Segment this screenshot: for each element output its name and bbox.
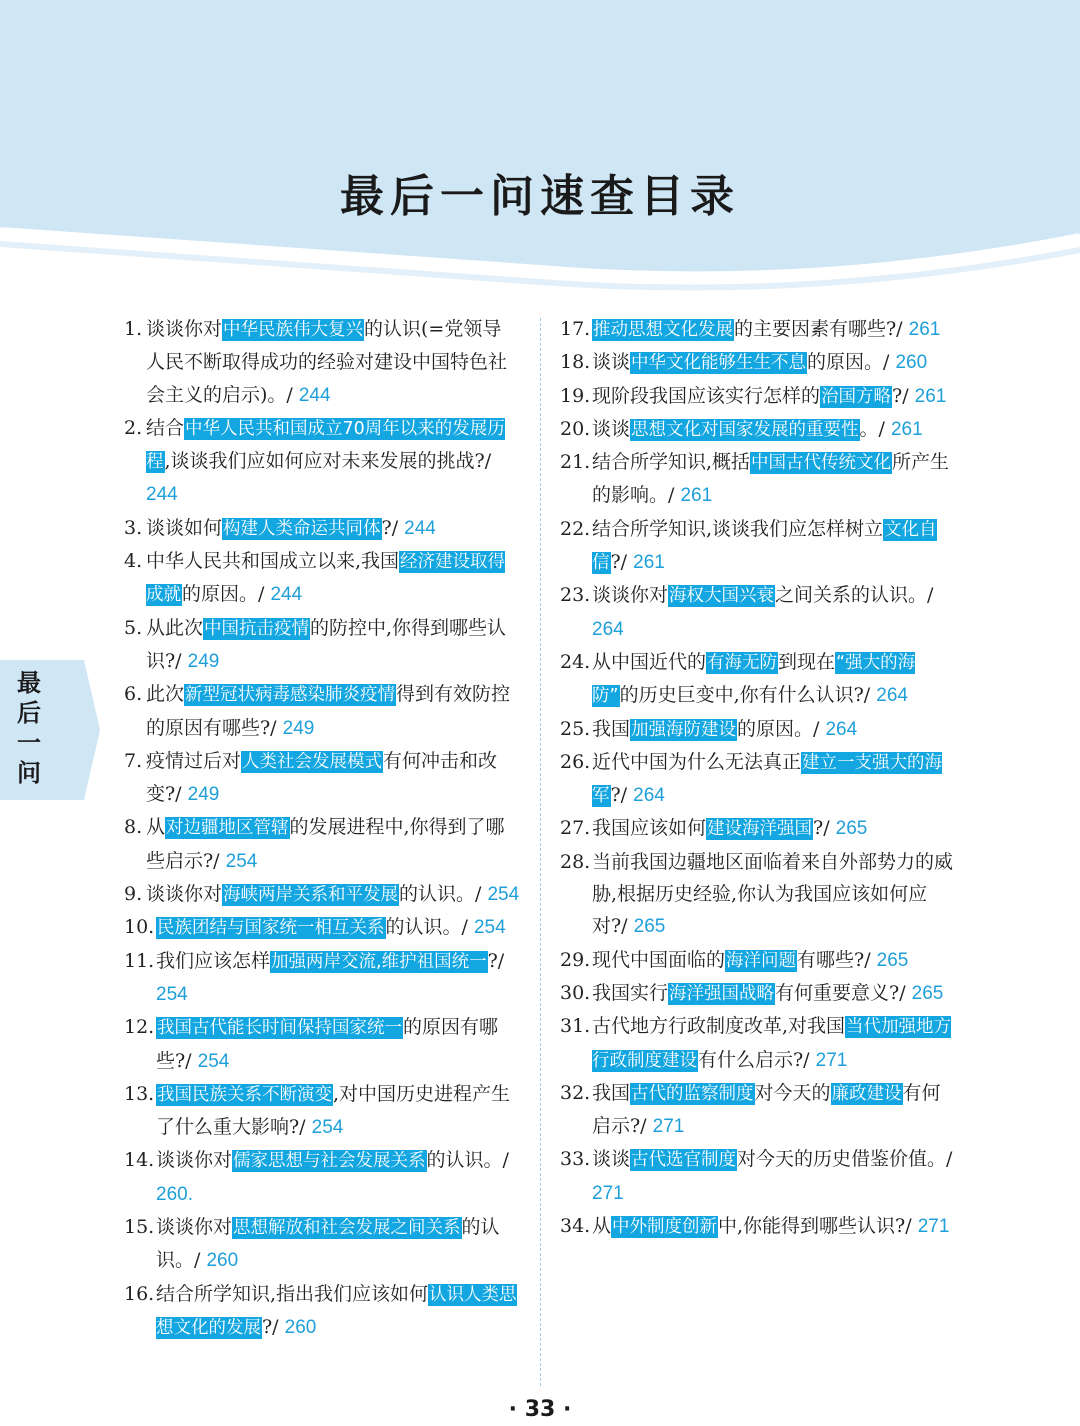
item-number: 11. [124, 949, 155, 972]
item-connector: 的原因。/ [807, 351, 896, 374]
item-page-ref: 265 [911, 982, 944, 1004]
item-connector: 对今天的历史借鉴价值。/ [737, 1148, 953, 1171]
item-text [156, 945, 520, 1012]
item-number: 30. [560, 981, 591, 1004]
item-text [592, 944, 955, 977]
item-page-ref: 260 [895, 352, 928, 374]
toc-item[interactable] [560, 413, 955, 446]
item-text [156, 1211, 520, 1278]
item-highlight: 构建人类命运共同体 [223, 518, 381, 539]
item-number: 23. [560, 584, 591, 607]
toc-item[interactable] [560, 846, 955, 944]
item-highlight: 思想文化对国家发展的重要性 [631, 419, 859, 440]
item-connector: 的主要因素有哪些?/ [734, 318, 909, 340]
item-connector: 。/ [859, 417, 891, 440]
item-prefix: 谈谈你对 [146, 318, 223, 340]
item-connector: 中,你能得到哪些认识?/ [718, 1215, 918, 1238]
item-text [146, 612, 520, 679]
item-connector: 的认识。/ [399, 883, 488, 906]
item-connector: 的认识(=党领导人民不断取得成功的经验对建设中国特色社会主义的启示)。/ [146, 318, 508, 406]
item-highlight: 海洋强国战略 [669, 983, 775, 1004]
item-highlight: 认识人类思想文化的发展 [156, 1284, 517, 1338]
toc-item[interactable] [124, 1144, 520, 1211]
toc-item[interactable] [124, 745, 520, 812]
item-number: 8. [124, 816, 143, 839]
item-text [592, 746, 955, 813]
item-highlight: 新型冠状病毒感染肺炎疫情 [185, 685, 396, 706]
item-page-ref: 265 [876, 949, 909, 971]
item-highlight: 治国方略 [821, 386, 892, 407]
item-number: 16. [124, 1282, 155, 1305]
item-highlight: 古代选官制度 [631, 1150, 737, 1171]
item-number: 13. [124, 1082, 155, 1105]
item-connector: 的原因有哪些?/ [156, 1016, 499, 1072]
item-number: 14. [124, 1149, 155, 1172]
item-text [592, 646, 955, 713]
item-page-ref: 249 [282, 717, 315, 739]
item-number: 2. [124, 416, 143, 439]
item-prefix: 结合 [146, 416, 185, 439]
item-number: 34. [560, 1215, 591, 1238]
item-text [156, 911, 520, 944]
item-connector: 的防控中,你得到哪些认识?/ [146, 616, 507, 672]
toc-item[interactable] [560, 977, 955, 1010]
item-prefix: 结合所学知识,指出我们应该如何 [156, 1282, 429, 1305]
item-number: 26. [560, 750, 591, 773]
item-connector: ?/ [487, 949, 505, 972]
item-number: 15. [124, 1216, 155, 1239]
item-number: 31. [560, 1015, 591, 1038]
item-prefix: 从 [146, 816, 166, 839]
item-connector: ?/ [262, 1315, 285, 1338]
item-connector: 有何重要意义?/ [775, 981, 912, 1004]
item-number: 9. [124, 883, 143, 906]
item-text [156, 1011, 520, 1078]
item-connector: ?/ [813, 817, 836, 840]
item-prefix: 谈谈你对 [156, 1149, 233, 1172]
toc-left-column [124, 313, 520, 1344]
item-page-ref: 271 [917, 1216, 950, 1238]
item-number: 10. [124, 916, 155, 939]
item-highlight: 加强两岸交流,维护祖国统一 [271, 951, 487, 972]
item-text [146, 878, 520, 911]
item-connector: 到现在 [778, 650, 836, 673]
item-connector: 的认识。/ [156, 1216, 500, 1272]
item-page-ref: 254 [156, 983, 188, 1005]
header-wave-background [0, 0, 1080, 300]
item-highlight: 推动思想文化发展 [593, 320, 733, 340]
item-page-ref: 249 [187, 784, 220, 806]
item-connector: 的认识。/ [385, 916, 474, 939]
page-title: 最后一问速查目录 [340, 171, 740, 222]
toc-item[interactable] [560, 1010, 955, 1077]
item-text [592, 1143, 955, 1210]
item-highlight: 思想解放和社会发展之间关系 [233, 1218, 461, 1239]
item-text [592, 1210, 955, 1243]
item-prefix: 谈谈你对 [592, 584, 669, 607]
item-connector: 的发展进程中,你得到了哪些启示?/ [146, 816, 505, 872]
item-suffix: 的历史巨变中,你有什么认识?/ [619, 684, 877, 707]
item-connector: 的认识。/ [426, 1149, 509, 1172]
item-page-ref: 254 [487, 884, 520, 906]
toc-item[interactable] [560, 313, 955, 346]
item-prefix: 我国 [592, 1081, 631, 1104]
item-highlight: 中华文化能够生生不息 [631, 353, 807, 374]
toc-item[interactable] [124, 1011, 520, 1078]
item-page-ref: 254 [311, 1117, 344, 1139]
toc-item[interactable] [560, 812, 955, 845]
item-text [592, 1077, 955, 1144]
item-text [146, 545, 520, 612]
toc-right-column [560, 313, 955, 1243]
item-prefix: 我国 [592, 717, 631, 740]
item-highlight: 建设海洋强国 [707, 819, 813, 840]
toc-item[interactable] [124, 1078, 520, 1145]
toc-item[interactable] [560, 579, 955, 646]
item-prefix: 从 [592, 1215, 612, 1238]
toc-item[interactable] [124, 878, 520, 911]
header-banner [0, 0, 1080, 300]
item-text [592, 446, 955, 513]
page-number: · 33 · [508, 1397, 572, 1422]
item-page-ref: 261 [890, 418, 923, 440]
toc-item[interactable] [560, 446, 955, 513]
item-page-ref: 260. [156, 1183, 193, 1205]
item-highlight: 对边疆地区管辖 [166, 818, 289, 839]
item-page-ref: 244 [270, 584, 303, 606]
item-highlight: 我国古代能长时间保持国家统一 [157, 1018, 402, 1039]
item-number: 21. [560, 451, 591, 474]
item-prefix: 谈谈 [592, 351, 631, 374]
item-highlight: 文化自信 [592, 519, 937, 574]
item-number: 4. [124, 550, 143, 573]
item-text [592, 313, 955, 346]
item-page-ref: 244 [146, 484, 178, 506]
toc-item[interactable] [560, 1077, 955, 1144]
item-page-ref: 271 [652, 1116, 685, 1138]
item-text [146, 811, 520, 878]
item-prefix: 谈谈你对 [146, 883, 223, 906]
item-highlight: 中华人民共和国成立70周年以来的发展历程 [146, 418, 505, 473]
item-page-ref: 271 [592, 1182, 624, 1204]
item-connector: 之间关系的认识。/ [775, 584, 934, 607]
item-page-ref: 271 [815, 1049, 848, 1071]
item-text [592, 380, 955, 413]
item-text [146, 412, 520, 512]
item-number: 25. [560, 717, 591, 740]
item-text [592, 346, 955, 379]
item-highlight: 有海无防 [707, 652, 778, 673]
item-number: 7. [124, 749, 143, 772]
item-number: 12. [124, 1016, 155, 1039]
column-divider [540, 318, 541, 1386]
item-prefix: 疫情过后对 [146, 749, 242, 772]
item-text [146, 745, 520, 812]
item-text [146, 512, 520, 545]
item-prefix: 当前我国边疆地区面临着来自外部势力的威胁,根据历史经验,你认为我国应该如何应对?/ [592, 850, 954, 938]
item-connector: 有什么启示?/ [698, 1048, 816, 1071]
item-prefix: 结合所学知识,谈谈我们应怎样树立 [592, 517, 884, 540]
item-page-ref: 254 [225, 850, 258, 872]
item-prefix: 我国实行 [592, 981, 669, 1004]
item-page-ref: 260 [284, 1316, 317, 1338]
item-highlight: 人类社会发展模式 [242, 751, 383, 772]
item-text [156, 1278, 520, 1345]
item-highlight: 中国抗击疫情 [204, 618, 310, 639]
item-highlight: 加强海防建设 [631, 719, 737, 740]
item-prefix: 谈谈 [592, 417, 631, 440]
toc-item[interactable] [560, 1210, 955, 1243]
item-prefix: 我们应该怎样 [156, 949, 271, 972]
item-highlight: 建立一支强大的海军 [592, 752, 943, 807]
item-prefix: 谈谈你对 [156, 1216, 233, 1239]
item-connector: 的原因。/ [182, 583, 271, 606]
item-highlight: 海权大国兴衰 [669, 586, 775, 607]
toc-item[interactable] [124, 545, 520, 612]
item-page-ref: 260 [206, 1250, 239, 1272]
item-highlight: 中外制度创新 [612, 1217, 718, 1238]
item-prefix: 谈谈如何 [146, 516, 223, 539]
item-number: 27. [560, 817, 591, 840]
toc-item[interactable] [124, 1278, 520, 1345]
side-tab [0, 660, 100, 800]
item-text [146, 313, 520, 412]
item-number: 24. [560, 650, 591, 673]
toc-item[interactable] [560, 1143, 955, 1210]
item-number: 20. [560, 417, 591, 440]
item-text [592, 413, 955, 446]
item-highlight: 民族团结与国家统一相互关系 [157, 918, 385, 939]
item-highlight: 中华民族伟大复兴 [223, 320, 364, 340]
toc-item[interactable] [560, 380, 955, 413]
toc-item[interactable] [124, 911, 520, 944]
item-highlight: 廉政建设 [831, 1083, 902, 1104]
toc-item[interactable] [124, 811, 520, 878]
toc-item[interactable] [124, 945, 520, 1012]
item-number: 17. [560, 318, 591, 340]
item-page-ref: 254 [473, 917, 506, 939]
item-highlight: 经济建设取得成就 [146, 552, 506, 606]
item-text [156, 1144, 520, 1211]
item-number: 32. [560, 1081, 591, 1104]
item-text [592, 713, 955, 746]
item-text [592, 1010, 955, 1077]
item-text [592, 846, 955, 944]
item-connector: ?/ [381, 516, 405, 539]
item-connector: ?/ [610, 784, 634, 807]
item-highlight: 儒家思想与社会发展关系 [233, 1151, 426, 1172]
item-suffix: 有何启示?/ [592, 1081, 941, 1138]
item-number: 3. [124, 516, 143, 539]
item-text [592, 579, 955, 646]
toc-item[interactable] [560, 346, 955, 379]
item-page-ref: 261 [914, 385, 947, 407]
toc-item[interactable] [124, 612, 520, 679]
item-number: 1. [124, 318, 143, 340]
item-connector: ?/ [892, 384, 915, 407]
item-connector: ?/ [610, 551, 634, 574]
item-page-ref: 249 [187, 650, 220, 672]
item-number: 22. [560, 517, 591, 540]
toc-item[interactable] [124, 313, 520, 412]
item-page-ref: 261 [908, 319, 941, 340]
item-prefix: 我国应该如何 [592, 817, 707, 840]
item-connector: 的原因。/ [737, 717, 826, 740]
item-prefix: 从此次 [146, 616, 204, 639]
item-prefix: 近代中国为什么无法真正 [592, 750, 802, 773]
item-connector: 对今天的 [754, 1081, 831, 1104]
item-prefix: 此次 [146, 683, 185, 706]
item-page-ref: 254 [197, 1050, 230, 1072]
item-highlight: 中国古代传统文化 [751, 453, 892, 474]
side-tab-label: 最后一问 [17, 669, 41, 787]
item-page-ref: 265 [633, 916, 666, 938]
item-page-ref: 264 [633, 785, 665, 807]
toc-item[interactable] [124, 412, 520, 512]
item-highlight: 海洋问题 [726, 950, 797, 971]
item-prefix: 古代地方行政制度改革,对我国 [592, 1015, 846, 1038]
item-highlight: 古代的监察制度 [631, 1083, 754, 1104]
item-highlight: 海峡两岸关系和平发展 [223, 885, 399, 906]
item-text [146, 678, 520, 745]
item-prefix: 谈谈 [592, 1148, 631, 1171]
toc-item[interactable] [124, 1211, 520, 1278]
item-connector: 得到有效防控的原因有哪些?/ [146, 683, 511, 739]
item-number: 6. [124, 683, 143, 706]
item-text [592, 812, 955, 845]
item-page-ref: 261 [633, 552, 665, 574]
item-prefix: 结合所学知识,概括 [592, 451, 751, 474]
item-page-ref: 244 [404, 517, 436, 539]
item-text [592, 513, 955, 580]
item-text [156, 1078, 520, 1145]
toc-item[interactable] [124, 678, 520, 745]
item-connector: 有何冲击和改变?/ [146, 749, 498, 806]
item-prefix: 现代中国面临的 [592, 948, 726, 971]
item-highlight: 我国民族关系不断演变 [157, 1084, 332, 1105]
toc-item[interactable] [560, 944, 955, 977]
item-number: 28. [560, 850, 591, 873]
toc-item[interactable] [560, 513, 955, 580]
item-number: 29. [560, 948, 591, 971]
toc-item[interactable] [560, 746, 955, 813]
item-prefix: 从中国近代的 [592, 650, 707, 673]
item-page-ref: 244 [298, 384, 331, 406]
item-number: 5. [124, 616, 143, 639]
item-text [592, 977, 955, 1010]
item-connector: ,对中国历史进程产生了什么重大影响?/ [156, 1082, 511, 1139]
item-page-ref: 264 [592, 618, 624, 640]
item-connector: 所产生的影响。/ [592, 451, 950, 507]
item-connector: 有哪些?/ [797, 948, 877, 971]
item-highlight: 当代加强地方行政制度建设 [592, 1017, 952, 1071]
item-prefix: 现阶段我国应该实行怎样的 [592, 384, 821, 407]
item-page-ref: 264 [876, 685, 908, 707]
toc-item[interactable] [560, 646, 955, 713]
item-page-ref: 264 [825, 718, 858, 740]
toc-item[interactable] [124, 512, 520, 545]
item-page-ref: 265 [835, 818, 868, 840]
toc-item[interactable] [560, 713, 955, 746]
item-connector: ,谈谈我们应如何应对未来发展的挑战?/ [164, 450, 492, 473]
item-highlight: “强大的海防” [592, 652, 916, 707]
item-page-ref: 261 [680, 485, 713, 507]
item-prefix: 中华人民共和国成立以来,我国 [146, 550, 400, 573]
item-number: 18. [560, 351, 591, 374]
item-number: 33. [560, 1148, 591, 1171]
item-number: 19. [560, 384, 591, 407]
